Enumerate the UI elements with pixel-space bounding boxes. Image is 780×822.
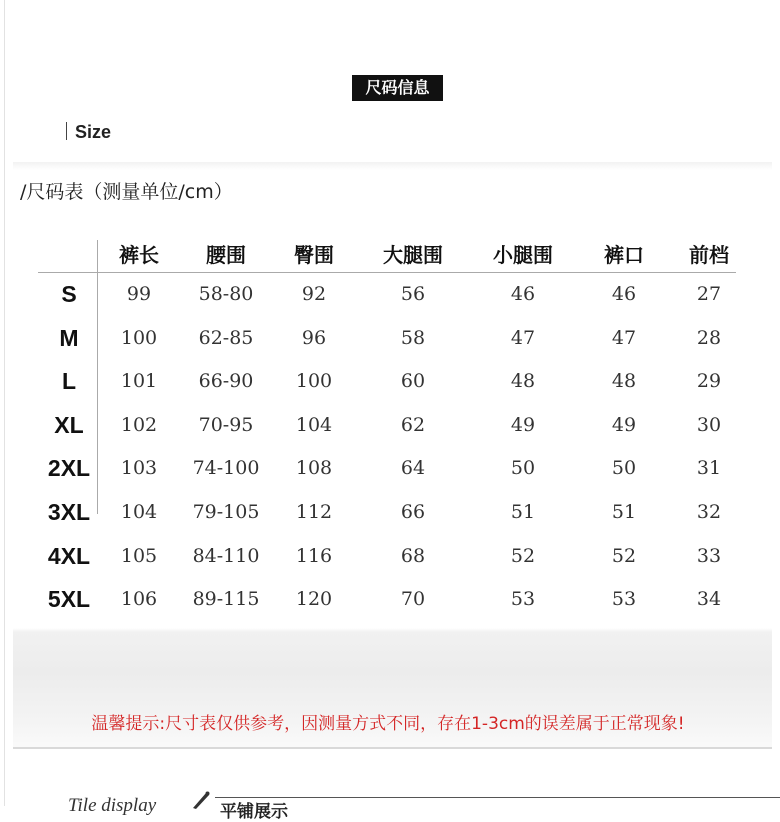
footer-label: 平铺展示	[220, 802, 288, 822]
column-header: 大腿围	[383, 243, 443, 267]
table-cell: 70	[400, 588, 426, 610]
table-cell: 100	[120, 327, 158, 349]
column-header: 裤长	[119, 243, 159, 267]
size-row-label: S	[61, 281, 77, 307]
size-row-label: M	[59, 325, 79, 351]
table-cell: 49	[611, 414, 637, 436]
size-row-label: 5XL	[47, 586, 91, 612]
table-cell: 99	[126, 283, 152, 305]
table-cell: 62-85	[198, 327, 254, 349]
table-cell: 58	[400, 327, 426, 349]
footer-rule	[215, 797, 780, 798]
table-cell: 79-105	[192, 501, 260, 523]
table-cell: 70-95	[198, 414, 254, 436]
footer-italic-text: Tile display	[68, 795, 157, 816]
column-header: 前档	[689, 243, 729, 267]
column-header: 臀围	[294, 243, 334, 267]
table-cell: 46	[611, 283, 637, 305]
table-cell: 52	[611, 545, 637, 567]
table-cell: 58-80	[198, 283, 254, 305]
column-header: 腰围	[206, 243, 246, 267]
table-cell: 105	[120, 545, 158, 567]
table-cell: 48	[611, 370, 637, 392]
size-row-label: L	[61, 368, 77, 394]
left-divider	[4, 0, 5, 806]
table-cell: 100	[295, 370, 333, 392]
size-note: 温馨提示:尺寸表仅供参考，因测量方式不同，存在1-3cm的误差属于正常现象!	[91, 714, 685, 734]
panel-top-shade	[13, 162, 772, 170]
table-cell: 120	[295, 588, 333, 610]
table-cell: 66	[400, 501, 426, 523]
table-cell: 27	[696, 283, 722, 305]
table-cell: 89-115	[192, 588, 260, 610]
table-cell: 102	[120, 414, 158, 436]
table-cell: 104	[120, 501, 158, 523]
table-cell: 62	[400, 414, 426, 436]
table-cell: 47	[611, 327, 637, 349]
table-cell: 106	[120, 588, 158, 610]
table-header-rule	[38, 272, 736, 273]
table-cell: 66-90	[198, 370, 254, 392]
pen-icon	[190, 790, 212, 814]
table-cell: 30	[696, 414, 722, 436]
heading-bar	[66, 122, 67, 140]
table-cell: 53	[510, 588, 536, 610]
table-cell: 103	[120, 457, 158, 479]
table-cell: 46	[510, 283, 536, 305]
table-cell: 112	[295, 501, 333, 523]
table-cell: 48	[510, 370, 536, 392]
table-cell: 49	[510, 414, 536, 436]
table-cell: 60	[400, 370, 426, 392]
table-cell: 53	[611, 588, 637, 610]
table-cell: 104	[295, 414, 333, 436]
table-cell: 31	[696, 457, 722, 479]
table-cell: 28	[696, 327, 722, 349]
size-row-label: 2XL	[47, 455, 91, 481]
table-cell: 108	[295, 457, 333, 479]
table-title: /尺码表（测量单位/cm）	[20, 181, 233, 203]
table-cell: 51	[510, 501, 536, 523]
table-vertical-rule	[97, 240, 98, 514]
table-cell: 116	[295, 545, 333, 567]
table-cell: 32	[696, 501, 722, 523]
table-cell: 52	[510, 545, 536, 567]
table-cell: 56	[400, 283, 426, 305]
table-cell: 64	[400, 457, 426, 479]
size-row-label: XL	[54, 412, 84, 438]
table-cell: 101	[120, 370, 158, 392]
table-cell: 50	[510, 457, 536, 479]
column-header: 小腿围	[493, 243, 553, 267]
table-cell: 96	[301, 327, 327, 349]
size-row-label: 3XL	[47, 499, 91, 525]
table-cell: 74-100	[192, 457, 260, 479]
table-cell: 51	[611, 501, 637, 523]
size-row-label: 4XL	[47, 543, 91, 569]
column-header: 裤口	[604, 243, 644, 267]
size-heading	[66, 122, 111, 143]
table-cell: 50	[611, 457, 637, 479]
section-badge: 尺码信息	[352, 75, 443, 101]
table-cell: 68	[400, 545, 426, 567]
table-cell: 33	[696, 545, 722, 567]
table-cell: 34	[696, 588, 722, 610]
table-cell: 92	[301, 283, 327, 305]
table-cell: 29	[696, 370, 722, 392]
size-heading-text: Size	[75, 122, 112, 142]
table-cell: 84-110	[192, 545, 260, 567]
table-cell: 47	[510, 327, 536, 349]
